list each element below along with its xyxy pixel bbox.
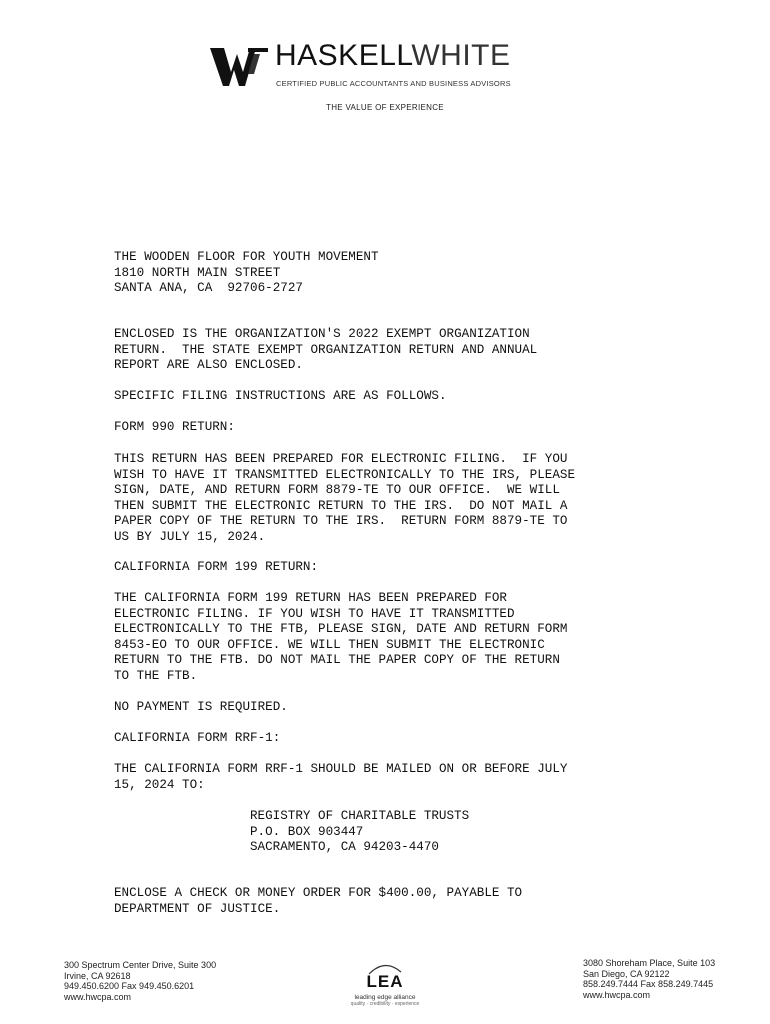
rrf-paragraph: THE CALIFORNIA FORM RRF-1 SHOULD BE MAILED ON OR BEFORE JULY 15, 2024 TO: xyxy=(114,762,568,792)
instructions-line: SPECIFIC FILING INSTRUCTIONS ARE AS FOLLOWS. xyxy=(114,389,447,403)
form990-paragraph: THIS RETURN HAS BEEN PREPARED FOR ELECTRONIC FILING. IF YOU WISH TO HAVE IT TRANSMITTED ELECTRONICALLY TO THE IRS, PLEASE SIGN, DATE, AND RETURN FORM 8879-TE TO OUR OFFICE. WE WILL THEN SUBMIT THE ELECTRONIC RETURN TO THE IRS. DO NOT MAIL A PAPER COPY OF THE RETURN TO THE IRS. RETURN FORM 8879-TE TO US BY JULY 15, 2024. xyxy=(114,452,576,544)
footer-left-line1: 300 Spectrum Center Drive, Suite 300 xyxy=(64,960,217,970)
footer-right-website: www.hwcpa.com xyxy=(583,989,651,1000)
registry-name: REGISTRY OF CHARITABLE TRUSTS xyxy=(250,809,470,823)
footer-left-line2: Irvine, CA 92618 xyxy=(64,970,131,981)
footer-left-website: www.hwcpa.com xyxy=(64,991,132,1002)
recipient-street: 1810 NORTH MAIN STREET xyxy=(114,265,281,280)
lea-logo xyxy=(335,962,435,1012)
recipient-name: THE WOODEN FLOOR FOR YOUTH MOVEMENT xyxy=(114,250,379,264)
footer-right-line3: 858.249.7444 Fax 858.249.7445 xyxy=(583,979,714,989)
firm-name-part2: WHITE xyxy=(411,39,511,72)
firm-name-part1: HASKELL xyxy=(275,39,412,72)
enclose-paragraph: ENCLOSE A CHECK OR MONEY ORDER FOR $400.00, PAYABLE TO DEPARTMENT OF JUSTICE. xyxy=(114,886,523,916)
form990-heading: FORM 990 RETURN: xyxy=(114,420,235,434)
rrf-heading: CALIFORNIA FORM RRF-1: xyxy=(114,731,281,745)
registry-box: P.O. BOX 903447 xyxy=(250,824,364,839)
lea-logo-tagline: quality · credibility · experience xyxy=(350,1001,420,1007)
ca199-heading: CALIFORNIA FORM 199 RETURN: xyxy=(114,560,319,574)
firm-tagline: CERTIFIED PUBLIC ACCOUNTANTS AND BUSINESS ADVISORS xyxy=(276,79,511,88)
firm-name xyxy=(275,41,511,71)
footer-san-diego-address xyxy=(583,958,715,1000)
value-tagline: THE VALUE OF EXPERIENCE xyxy=(326,103,444,112)
recipient-city: SANTA ANA, CA 92706-2727 xyxy=(114,281,303,296)
intro-paragraph: ENCLOSED IS THE ORGANIZATION'S 2022 EXEMPT ORGANIZATION RETURN. THE STATE EXEMPT ORGANIZATION RETURN AND ANNUAL REPORT ARE ALSO ENCLOSED. xyxy=(114,327,538,373)
footer-right-line2: San Diego, CA 92122 xyxy=(583,968,670,979)
footer-right-line1: 3080 Shoreham Place, Suite 103 xyxy=(583,958,716,968)
footer-left-line3: 949.450.6200 Fax 949.450.6201 xyxy=(64,981,195,991)
lea-logo-text: LEA xyxy=(366,972,404,991)
no-payment-line: NO PAYMENT IS REQUIRED. xyxy=(114,700,288,714)
ca199-paragraph: THE CALIFORNIA FORM 199 RETURN HAS BEEN PREPARED FOR ELECTRONIC FILING. IF YOU WISH TO HAVE IT TRANSMITTED ELECTRONICALLY TO THE FTB, PLEASE SIGN, DATE AND RETURN FORM 8453-EO TO OUR OFFICE. WE WILL THEN SUBMIT THE ELECTRONIC RETURN TO THE FTB. DO NOT MAIL THE PAPER COPY OF THE RETURN TO THE FTB. xyxy=(114,591,568,683)
registry-city: SACRAMENTO, CA 94203-4470 xyxy=(250,840,439,855)
lea-logo-subtitle: leading edge alliance xyxy=(354,994,416,1001)
footer-irvine-address xyxy=(64,960,216,1002)
hw-logo-icon xyxy=(210,46,268,86)
